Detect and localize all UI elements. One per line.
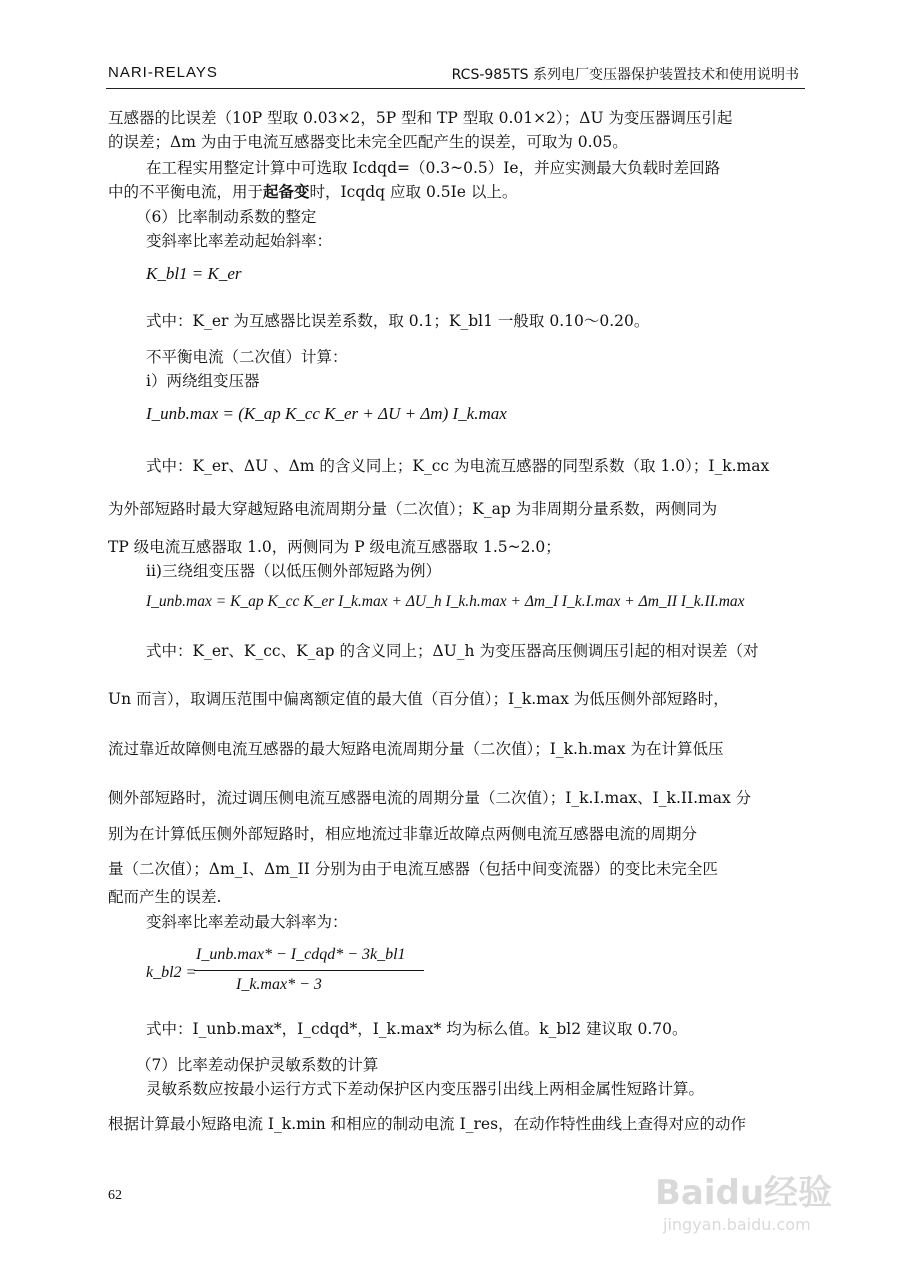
- text-line-17: 侧外部短路时，流过调压侧电流互感器电流的周期分量（二次值）；I_k.I.max、I_k.II.max 分: [108, 789, 752, 807]
- watermark-brand: Baidu经验: [655, 1173, 833, 1213]
- fraction-bar: [194, 970, 424, 971]
- text-line-20: 配而产生的误差.: [108, 888, 222, 906]
- text-line-14: 式中：K_er、K_cc、K_ap 的含义同上；ΔU_h 为变压器高压侧调压引起的相对误差（对: [146, 642, 759, 660]
- text-line-4: [108, 181, 805, 203]
- text-line-4-a: 中的不平衡电流，用于: [108, 183, 264, 201]
- text-line-19: 量（二次值）；Δm_I、Δm_II 分别为由于电流互感器（包括中间变流器）的变比未完全匹: [108, 860, 718, 878]
- watermark: [655, 1165, 855, 1245]
- text-line-24: 灵敏系数应按最小运行方式下差动保护区内变压器引出线上两相金属性短路计算。: [146, 1080, 705, 1098]
- header-divider: [106, 88, 805, 89]
- text-line-18: 别为在计算低压侧外部短路时，相应地流过非靠近故障点两侧电流互感器电流的周期分: [108, 825, 698, 843]
- text-line-3: 在工程实用整定计算中可选取 Icdqd=（0.3~0.5）Ie，并应实测最大负载时差回路: [146, 159, 721, 177]
- text-line-6: 变斜率比率差动起始斜率：: [146, 232, 333, 250]
- text-line-16: 流过靠近故障侧电流互感器的最大短路电流周期分量（二次值）；I_k.h.max 为在计算低压: [108, 740, 724, 758]
- formula-iunb-three-winding: I_unb.max = K_ap K_cc K_er I_k.max + ΔU_h I_k.h.max + Δm_I I_k.I.max + Δm_II I_k.II.max: [146, 593, 745, 610]
- text-line-12: TP 级电流互感器取 1.0，两侧同为 P 级电流互感器取 1.5~2.0；: [108, 538, 561, 556]
- page-number: 62: [108, 1188, 122, 1203]
- text-line-1: 互感器的比误差（10P 型取 0.03×2，5P 型和 TP 型取 0.01×2）；ΔU 为变压器调压引起: [108, 109, 733, 127]
- text-line-7: 式中：K_er 为互感器比误差系数，取 0.1；K_bl1 一般取 0.10～0.20。: [146, 312, 650, 330]
- text-line-25: 根据计算最小短路电流 I_k.min 和相应的制动电流 I_res，在动作特性曲线上查得对应的动作: [108, 1115, 747, 1133]
- text-line-10: 式中：K_er、ΔU 、Δm 的含义同上；K_cc 为电流互感器的同型系数（取 1.0）；I_k.max: [146, 457, 770, 475]
- header-brand: NARI-RELAYS: [108, 64, 218, 81]
- formula-kbl2-numerator: I_unb.max* − I_cdqd* − 3k_bl1: [196, 946, 406, 963]
- formula-kbl2-denominator: I_k.max* − 3: [236, 976, 322, 993]
- formula-kbl2-lhs: k_bl2 =: [146, 964, 197, 981]
- text-line-9: i）两绕组变压器: [146, 372, 260, 390]
- text-line-15: Un 而言），取调压范围中偏离额定值的最大值（百分值）；I_k.max 为低压侧外部短路时，: [108, 690, 729, 708]
- text-line-11: 为外部短路时最大穿越短路电流周期分量（二次值）；K_ap 为非周期分量系数，两侧同为: [108, 500, 718, 518]
- watermark-url: jingyan.baidu.com: [663, 1215, 811, 1234]
- text-line-4-bold: 起备变: [263, 182, 310, 201]
- section-heading-7: （7）比率差动保护灵敏系数的计算: [136, 1056, 379, 1074]
- text-line-13: ii)三绕组变压器（以低压侧外部短路为例）: [146, 562, 441, 580]
- formula-kbl2: [146, 946, 446, 1006]
- text-line-21: 变斜率比率差动最大斜率为：: [146, 913, 348, 931]
- text-line-22: 式中：I_unb.max*，I_cdqd*，I_k.max* 均为标么值。k_bl2 建议取 0.70。: [146, 1020, 688, 1038]
- header-manual-title: RCS-985TS 系列电厂变压器保护装置技术和使用说明书: [451, 67, 799, 83]
- section-heading-6: （6）比率制动系数的整定: [136, 208, 317, 226]
- text-line-4-c: 时，Icqdq 应取 0.5Ie 以上。: [309, 183, 518, 201]
- formula-iunb-two-winding: I_unb.max = (K_ap K_cc K_er + ΔU + Δm) I_k.max: [146, 404, 507, 423]
- text-line-8: 不平衡电流（二次值）计算：: [146, 348, 348, 366]
- formula-kbl1: K_bl1 = K_er: [146, 264, 242, 283]
- text-line-2: 的误差；Δm 为由于电流互感器变比未完全匹配产生的误差，可取为 0.05。: [108, 133, 628, 151]
